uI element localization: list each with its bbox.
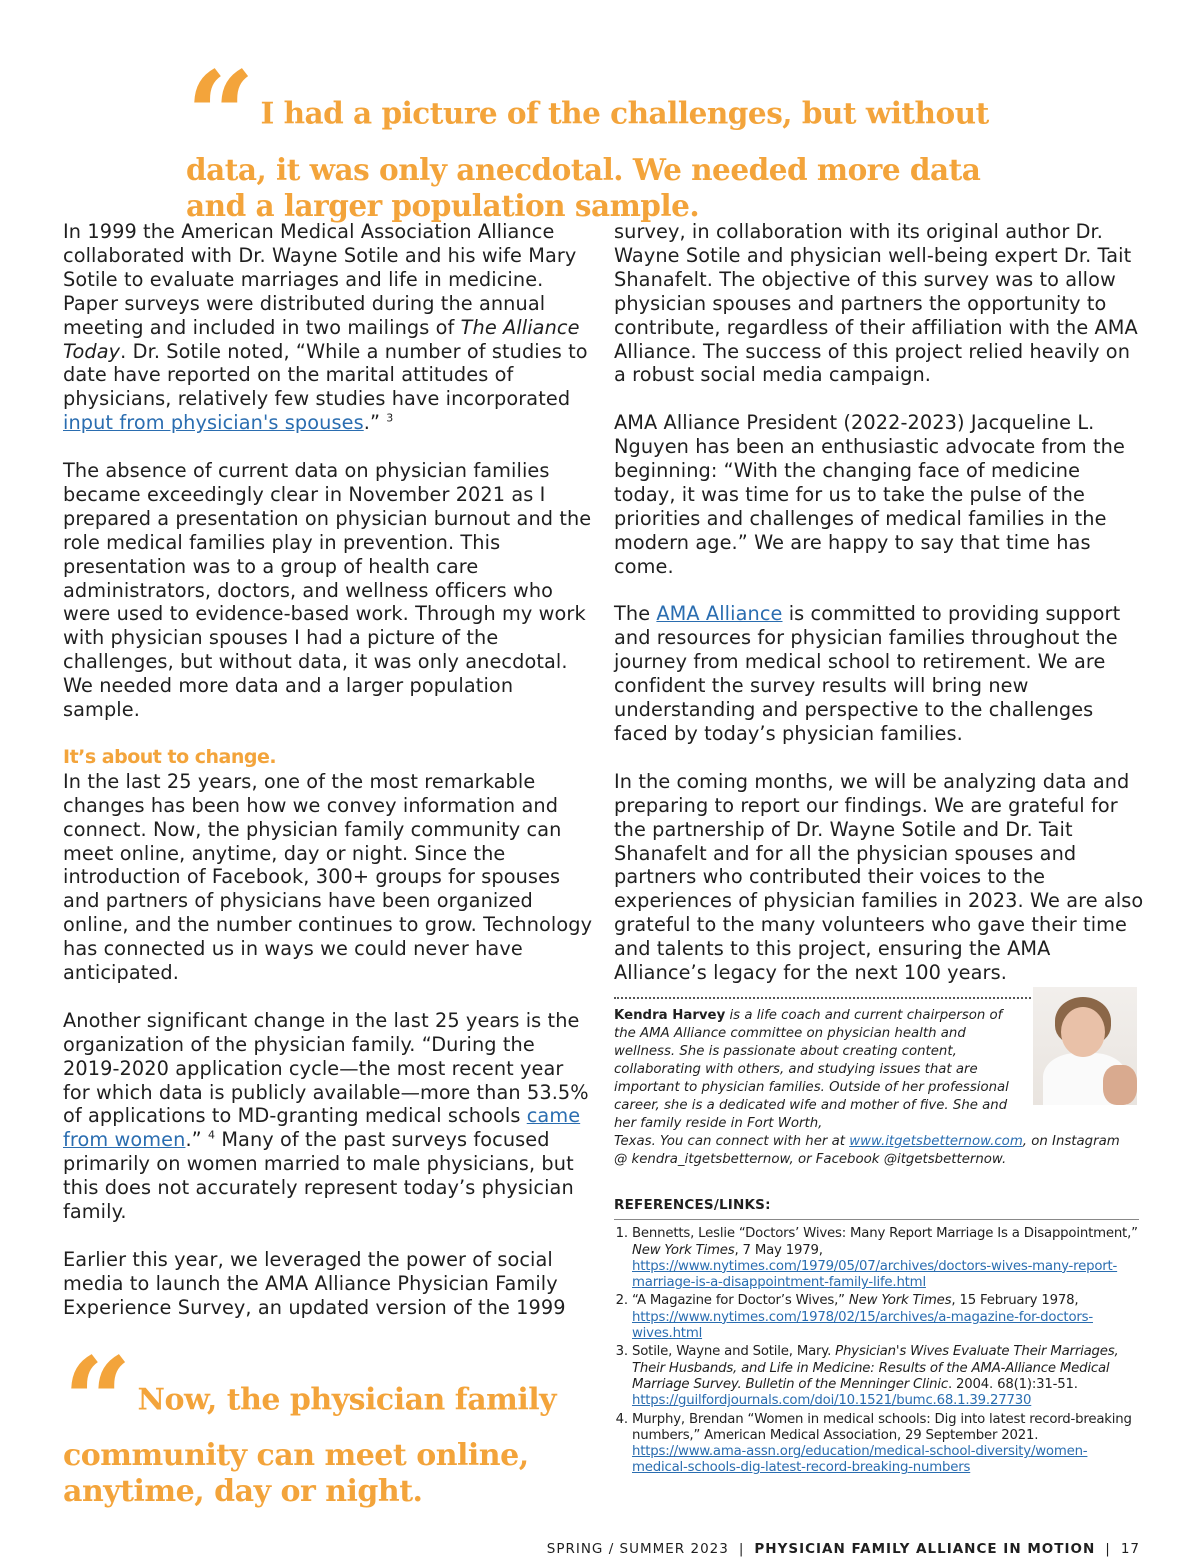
author-name: Kendra Harvey: [614, 1008, 726, 1023]
text: Texas. You can connect with her at: [614, 1134, 850, 1149]
reference-item: [632, 1412, 1139, 1477]
author-photo: [1033, 987, 1137, 1105]
text: Bennetts, Leslie “Doctors’ Wives: Many Report Marriage Is a Disappointment,”: [632, 1226, 1138, 1242]
pull-quote-text: Now, the physician family community can meet online, anytime, day or night.: [63, 1382, 557, 1509]
text: Sotile, Wayne and Sotile, Mary.: [632, 1344, 836, 1360]
article-column-right: [614, 220, 1144, 1009]
reference-item: [632, 1293, 1139, 1342]
photo-face: [1061, 1007, 1105, 1057]
text: , 7 May 1979,: [734, 1242, 823, 1258]
text: Murphy, Brendan “Women in medical schools: Dig into latest record-breaking numbers,” American Medical Association, 29 September 2021.: [632, 1411, 1132, 1443]
divider: [614, 1219, 1139, 1220]
quote-mark-icon: “: [186, 45, 255, 186]
text: New York Times: [848, 1293, 952, 1309]
issue-label: SPRING / SUMMER 2023: [546, 1541, 729, 1557]
text: , on Instagram @ kendra_itgetsbetternow, or Facebook @itgetsbetternow.: [614, 1134, 1120, 1167]
spouses-input-link[interactable]: input from physician's spouses: [63, 411, 364, 435]
reference-link[interactable]: https://www.nytimes.com/1979/05/07/archives/doctors-wives-many-report-marriage-is-a-disappointment-family-life.html: [632, 1258, 1118, 1291]
paragraph: Earlier this year, we leveraged the power of social media to launch the AMA Alliance Physician Family Experience Survey, an updated version of the 1999: [63, 1247, 566, 1319]
footnote-ref: 3: [386, 411, 394, 425]
text: is committed to providing support and resources for physician families throughout the journey from medical school to retirement. We are confident the survey results will bring new understanding and perspective to the challenges faced by today’s physician families.: [614, 602, 1121, 745]
pull-quote-bottom: [63, 1331, 563, 1510]
publication-title: The Alliance Today: [63, 315, 580, 363]
text: New York Times: [632, 1242, 735, 1258]
paragraph: [63, 1009, 593, 1224]
text: is a life coach and current chairperson of the AMA Alliance committee on physician health and wellness. She is passionate about creating content, collaborating with others, and studying issues that are important to physician families. Outside of her professional career, she is a dedicated wife and mother of five. She and her family reside in Fort Worth,: [614, 1008, 1009, 1131]
references-list: [614, 1226, 1139, 1476]
reference-item: [632, 1226, 1139, 1291]
text: The: [614, 602, 657, 626]
references: [614, 1197, 1139, 1479]
page-number: 17: [1120, 1541, 1140, 1557]
page-footer: [540, 1541, 1140, 1557]
separator: |: [738, 1541, 745, 1557]
bio-text: [614, 1007, 1024, 1133]
paragraph: survey, in collaboration with its original author Dr. Wayne Sotile and physician well-being expert Dr. Tait Shanafelt. The objective of this survey was to allow physician spouses and partners the opportunity to contribute, regardless of their affiliation with the AMA Alliance. The success of this project relied heavily on a robust social media campaign.: [614, 220, 1138, 387]
text: Many of the past surveys focused primarily on women married to male physicians, but this does not accurately represent today’s physician family.: [63, 1128, 574, 1224]
pull-quote-top: [186, 45, 1006, 224]
photo-arm: [1103, 1065, 1137, 1105]
paragraph: In the last 25 years, one of the most remarkable changes has been how we convey information and connect. Now, the physician family community can meet online, anytime, day or night. Since the introduction of Facebook, 300+ groups for spouses and partners of physicians have been organized online, and the number continues to grow. Technology has connected us in ways we could never have anticipated.: [63, 769, 593, 985]
references-title: REFERENCES/LINKS:: [614, 1197, 771, 1213]
text: Another significant change in the last 25 years is the organization of the physician family. “During the 2019-2020 application cycle—the most recent year for which data is publicly available—more than 53.5% of applications to MD-granting medical schools: [63, 1008, 589, 1128]
paragraph: In the coming months, we will be analyzing data and preparing to report our findings. We are grateful for the partnership of Dr. Wayne Sotile and Dr. Tait Shanafelt and for all the physician spouses and partners who contributed their voices to the experiences of physician families in 2023. We are also grateful to the many volunteers who gave their time and talents to this project, ensuring the AMA Alliance’s legacy for the next 100 years.: [614, 769, 1144, 985]
article-column-left: [63, 220, 593, 1344]
reference-link[interactable]: https://guilfordjournals.com/doi/10.1521/bumc.68.1.39.27730: [632, 1393, 1032, 1409]
text: In 1999 the American Medical Association Alliance collaborated with Dr. Wayne Sotile and his wife Mary Sotile to evaluate marriages and life in medicine. Paper surveys were distributed during the annual meeting and included in two mailings of: [63, 220, 577, 339]
quote-mark-icon: “: [63, 1331, 132, 1472]
reference-link[interactable]: https://www.nytimes.com/1978/02/15/archives/a-magazine-for-doctors-wives.html: [632, 1309, 1093, 1342]
pull-quote-text: I had a picture of the challenges, but without data, it was only anecdotal. We needed more data and a larger population sample.: [186, 95, 989, 223]
paragraph: [63, 220, 593, 435]
reference-link[interactable]: https://www.ama-assn.org/education/medical-school-diversity/women-medical-schools-dig-latest-record-breaking-numbers: [632, 1444, 1088, 1476]
text: .”: [363, 411, 387, 435]
publication-name: PHYSICIAN FAMILY ALLIANCE IN MOTION: [754, 1541, 1096, 1557]
text: “A Magazine for Doctor’s Wives,”: [632, 1293, 849, 1309]
text: . Dr. Sotile noted, “While a number of studies to date have reported on the marital attitudes of physicians, relatively few studies have incorporated: [63, 339, 588, 411]
came-from-women-link[interactable]: came from women: [63, 1104, 581, 1152]
paragraph: [614, 602, 1144, 745]
text: . 2004. 68(1):31-51.: [947, 1376, 1078, 1392]
text: .”: [185, 1128, 208, 1152]
paragraph: AMA Alliance President (2022-2023) Jacqueline L. Nguyen has been an enthusiastic advocate from the beginning: “With the changing face of medicine today, it was time for us to take the pulse of the priorities and challenges of medical families in the modern age.” We are happy to say that time has come.: [614, 411, 1125, 578]
website-link[interactable]: www.itgetsbetternow.com: [849, 1134, 1023, 1149]
reference-item: [632, 1344, 1139, 1409]
bio-text-contact: [614, 1133, 1134, 1169]
text: , 15 February 1978,: [951, 1293, 1079, 1309]
section-subhead: It’s about to change.: [63, 745, 277, 768]
paragraph: The absence of current data on physician families became exceedingly clear in November 2021 as I prepared a presentation on physician burnout and the role medical families play in prevention. This presentation was to a group of health care administrators, doctors, and wellness officers who were used to evidence-based work. Through my work with physician spouses I had a picture of the challenges, but without data, it was only anecdotal. We needed more data and a larger population sample.: [63, 459, 592, 722]
separator: |: [1105, 1541, 1111, 1557]
ama-alliance-link[interactable]: AMA Alliance: [656, 602, 783, 626]
text: Physician's Wives Evaluate Their Marriages, Their Husbands, and Life in Medicine: Results of the AMA-Alliance Medical Marriage Survey. Bulletin of the Menninger Clinic: [632, 1344, 1119, 1392]
footnote-ref: 4: [207, 1128, 216, 1142]
